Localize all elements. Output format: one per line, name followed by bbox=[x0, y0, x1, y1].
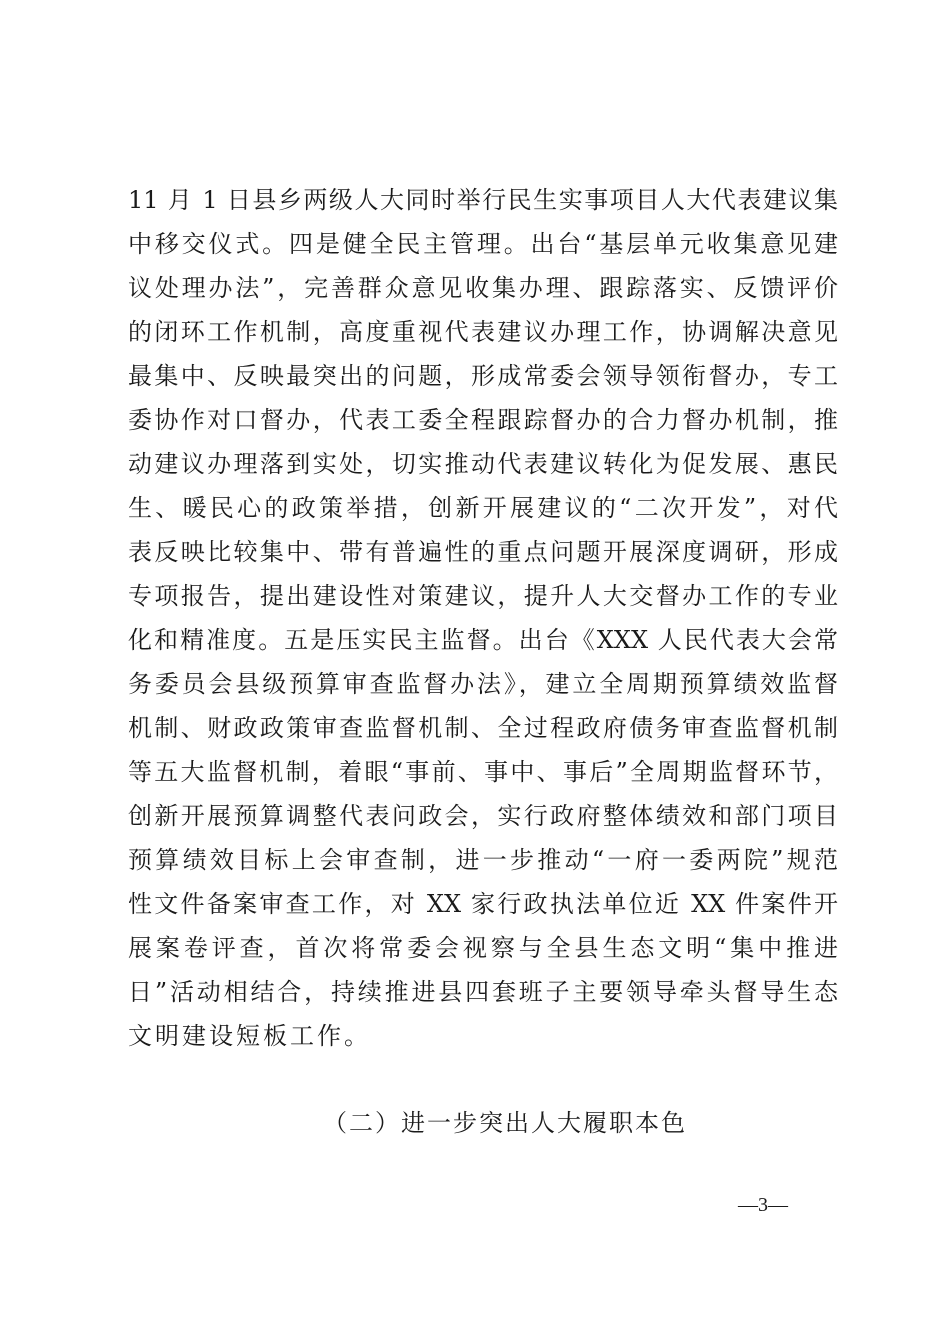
text-line: 展案卷评查，首次将常委会视察与全县生态文明“集中推进 bbox=[128, 934, 838, 962]
text-line: 表反映比较集中、带有普遍性的重点问题开展深度调研，形成 bbox=[128, 538, 838, 566]
text-line: 务委员会县级预算审查监督办法》，建立全周期预算绩效监督 bbox=[128, 670, 838, 698]
text-line: 专项报告，提出建设性对策建议，提升人大交督办工作的专业 bbox=[128, 582, 838, 610]
text-line: 等五大监督机制，着眼“事前、事中、事后”全周期监督环节， bbox=[128, 758, 838, 786]
text-line: 预算绩效目标上会审查制，进一步推动“一府一委两院”规范 bbox=[128, 846, 838, 874]
text-line: 的闭环工作机制，高度重视代表建议办理工作，协调解决意见 bbox=[128, 318, 838, 346]
text-line: 生、暖民心的政策举措，创新开展建议的“二次开发”，对代 bbox=[128, 494, 838, 522]
text-line: 性文件备案审查工作，对 XX 家行政执法单位近 XX 件案件开 bbox=[128, 890, 838, 918]
text-line: 11 月 1 日县乡两级人大同时举行民生实事项目人大代表建议集 bbox=[128, 186, 838, 214]
page-number: —3— bbox=[738, 1194, 788, 1216]
section-heading: （二）进一步突出人大履职本色 bbox=[323, 1109, 687, 1137]
text-line: 化和精准度。五是压实民主监督。出台《XXX 人民代表大会常 bbox=[128, 626, 838, 654]
text-line: 创新开展预算调整代表问政会，实行政府整体绩效和部门项目 bbox=[128, 802, 838, 830]
text-line: 中移交仪式。四是健全民主管理。出台“基层单元收集意见建 bbox=[128, 230, 838, 258]
body-paragraph bbox=[128, 178, 838, 1058]
text-line: 动建议办理落到实处，切实推动代表建议转化为促发展、惠民 bbox=[128, 450, 838, 478]
text-line: 最集中、反映最突出的问题，形成常委会领导领衔督办，专工 bbox=[128, 362, 838, 390]
text-line: 委协作对口督办，代表工委全程跟踪督办的合力督办机制，推 bbox=[128, 406, 838, 434]
text-line: 议处理办法”，完善群众意见收集办理、跟踪落实、反馈评价 bbox=[128, 274, 838, 302]
text-line: 机制、财政政策审查监督机制、全过程政府债务审查监督机制 bbox=[128, 714, 838, 742]
text-line: 日”活动相结合，持续推进县四套班子主要领导牵头督导生态 bbox=[128, 978, 838, 1006]
text-line: 文明建设短板工作。 bbox=[128, 1022, 371, 1050]
